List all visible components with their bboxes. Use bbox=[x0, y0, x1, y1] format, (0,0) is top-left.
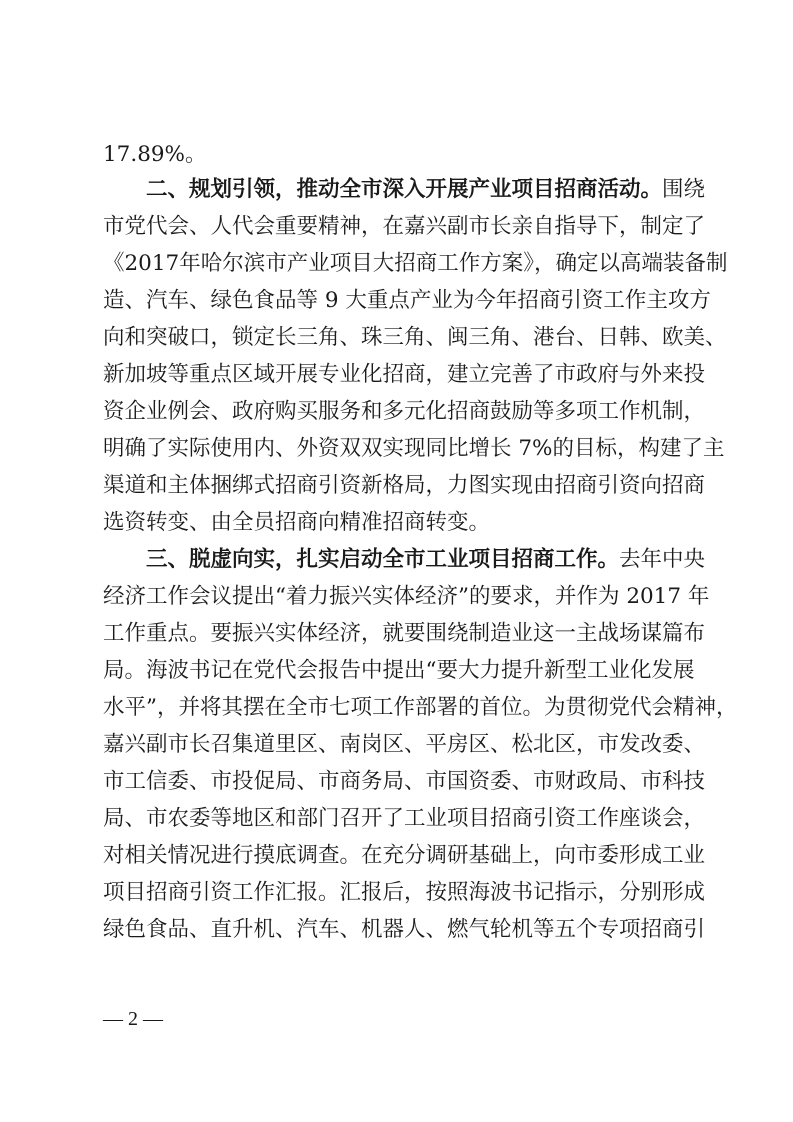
section-heading: 二、规划引领，推动全市深入开展产业项目招商活动。 bbox=[146, 177, 663, 202]
paragraph-line: 水平”，并将其摆在全市七项工作部署的首位。为贯彻党代会精神， bbox=[103, 695, 738, 720]
page-number: — 2 — bbox=[103, 1008, 163, 1030]
paragraph-line: 对相关情况进行摸底调查。在充分调研基础上，向市委形成工业 bbox=[103, 843, 706, 868]
paragraph-line: 局、市农委等地区和部门召开了工业项目招商引资工作座谈会， bbox=[103, 806, 706, 831]
paragraph-line: 渠道和主体捆绑式招商引资新格局，力图实现由招商引资向招商 bbox=[103, 473, 706, 498]
paragraph-line: 工作重点。要振兴实体经济，就要围绕制造业这一主战场谋篇布 bbox=[103, 621, 706, 646]
paragraph-line: 造、汽车、绿色食品等 9 大重点产业为今年招商引资工作主攻方 bbox=[103, 288, 711, 313]
paragraph-line: 明确了实际使用内、外资双双实现同比增长 7%的目标，构建了主 bbox=[103, 436, 725, 461]
paragraph-line: 绿色食品、直升机、汽车、机器人、燃气轮机等五个专项招商引 bbox=[103, 917, 706, 942]
paragraph-line: 市工信委、市投促局、市商务局、市国资委、市财政局、市科技 bbox=[103, 769, 706, 794]
paragraph-line: 经济工作会议提出“着力振兴实体经济”的要求，并作为 2017 年 bbox=[103, 584, 710, 609]
paragraph-first-line bbox=[146, 544, 706, 576]
paragraph-line: 向和突破口，锁定长三角、珠三角、闽三角、港台、日韩、欧美、 bbox=[103, 325, 727, 350]
paragraph-first-line bbox=[146, 174, 706, 206]
paragraph-line: 新加坡等重点区域开展专业化招商，建立完善了市政府与外来投 bbox=[103, 362, 706, 387]
paragraph-line: 选资转变、由全员招商向精准招商转变。 bbox=[103, 510, 491, 535]
paragraph-line: 局。海波书记在党代会报告中提出“要大力提升新型工业化发展 bbox=[103, 658, 695, 683]
paragraph-line: 市党代会、人代会重要精神，在嘉兴副市长亲自指导下，制定了 bbox=[103, 214, 706, 239]
section-heading: 三、脱虚向实，扎实启动全市工业项目招商工作。 bbox=[146, 547, 620, 572]
paragraph-text: 去年中央 bbox=[619, 547, 706, 572]
paragraph-line: 17.89%。 bbox=[103, 142, 207, 167]
paragraph-line: 资企业例会、政府购买服务和多元化招商鼓励等多项工作机制， bbox=[103, 399, 706, 424]
paragraph-text: 围绕 bbox=[662, 177, 706, 202]
paragraph-line: 《2017年哈尔滨市产业项目大招商工作方案》，确定以高端装备制 bbox=[103, 251, 728, 276]
paragraph-line: 嘉兴副市长召集道里区、南岗区、平房区、松北区，市发改委、 bbox=[103, 732, 706, 757]
paragraph-line: 项目招商引资工作汇报。汇报后，按照海波书记指示，分别形成 bbox=[103, 880, 706, 905]
